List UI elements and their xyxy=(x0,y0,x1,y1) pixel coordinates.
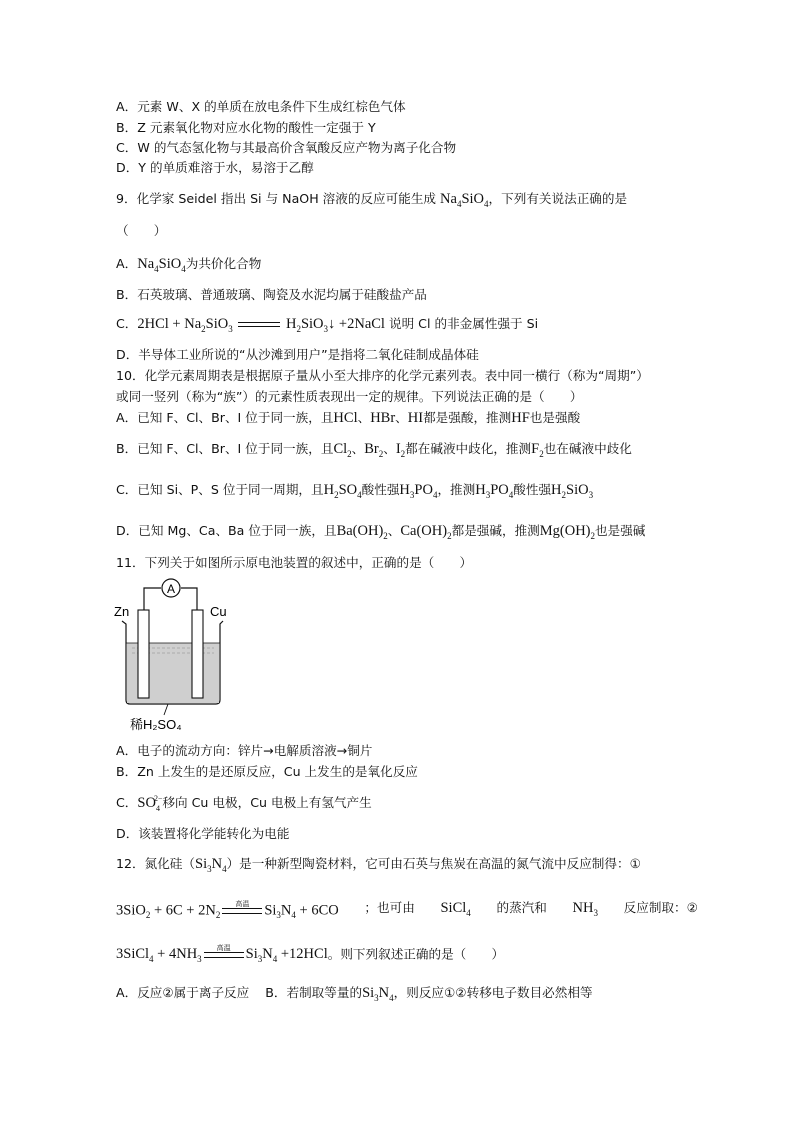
cu-label: Cu xyxy=(210,604,227,619)
wire-left xyxy=(144,588,161,610)
q11-option-c: C．$SO_4^{2-}$移向 Cu 电极，Cu 电极上有氢气产生 xyxy=(116,794,372,813)
q9-option-a: A．$Na_4SiO_4$为共价化合物 xyxy=(116,256,262,274)
q11-option-d: D．该装置将化学能转化为电能 xyxy=(116,826,290,841)
solution-label: 稀H₂SO₄ xyxy=(130,717,182,732)
q12-options-ab xyxy=(116,985,593,1001)
q9-paren: （ ） xyxy=(116,223,167,238)
cu-electrode xyxy=(192,610,203,698)
formula: $Na_4SiO_4$ xyxy=(137,256,186,274)
equation-2: 3SiCl$_4$ + $4NH_3$ 高温 $Si_3N_4 +12HCl$ xyxy=(116,944,328,965)
q8-option-a: A．元素 W、X 的单质在放电条件下生成红棕色气体 xyxy=(116,99,406,114)
ammeter-label: A xyxy=(166,582,176,596)
equation-1: $3SiO_2 + 6C + 2N_2$ 高温 $Si_3N_4 + 6CO$ xyxy=(116,900,339,921)
q10-option-b: B．已知 F、Cl、Br、I 位于同一族，且$Cl_2$、$Br_2$、$I_2$都在碱液中歧化，推测$F_2$也在碱液中歧化 xyxy=(116,441,632,459)
formula: $Ba(OH)_2$ xyxy=(336,523,388,541)
q8-option-d: D．Y 的单质难溶于水，易溶于乙醇 xyxy=(116,160,314,175)
q12-stem-line1: 12．氮化硅$(Si_3N_4)$是一种新型陶瓷材料，它可由石英与焦炭在高温的氮气流中反应制得：① xyxy=(116,856,641,874)
formula: HCl xyxy=(333,410,358,426)
q12-stem-line2: $3SiO_2 + 6C + 2N_2$ 高温 $Si_3N_4 + 6CO$ ；也可由 SiCl$_4$ 的蒸汽和 $NH_3$ 反应制取：② xyxy=(116,900,698,921)
equation: $2HCl + Na_2SiO_3$ $H_2SiO_3↓$ +2NaCl xyxy=(137,316,385,334)
zn-label: Zn xyxy=(114,604,130,619)
formula: $SO_4^{2-}$ xyxy=(137,794,163,813)
wire-right xyxy=(181,588,197,610)
q12-option-a: A．反应②属于离子反应 xyxy=(116,985,250,1000)
q10-stem-line2: 或同一竖列（称为“族”）的元素性质表现出一定的规律。下列说法正确的是（ ） xyxy=(116,389,583,404)
galvanic-cell-figure xyxy=(112,574,242,736)
q10-stem-line1: 10．化学元素周期表是根据原子量从小至大排序的化学元素列表。表中同一横行（称为“周期”） xyxy=(116,368,649,383)
q11-stem: 11．下列关于如图所示原电池装置的叙述中，正确的是（ ） xyxy=(116,555,473,570)
q12-stem-line3: 3SiCl$_4$ + $4NH_3$ 高温 $Si_3N_4 +12HCl$。则下列叙述正确的是（ ） xyxy=(116,944,505,965)
q9-stem: 9．化学家 Seidel 指出 Si 与 NaOH 溶液的反应可能生成 $Na_4SiO_4$，下列有关说法正确的是 xyxy=(116,191,628,209)
q12-option-b: B．若制取等量的$Si_3N_4$，则反应①②转移电子数目必然相等 xyxy=(265,985,593,1003)
q8-option-b: B．Z 元素氧化物对应水化物的酸性一定强于 Y xyxy=(116,120,376,135)
formula: $Na_4SiO_4$ xyxy=(440,191,489,209)
formula: $Cl_2$ xyxy=(333,441,352,459)
q9-option-c: C．$2HCl + Na_2SiO_3$ $H_2SiO_3↓$ +2NaCl 说明 Cl 的非金属性强于 Si xyxy=(116,316,539,334)
q10-option-c: C．已知 Si、P、S 位于同一周期，且$H_2SO_4$酸性强$H_3PO_4$，推测$H_3PO_4$酸性强$H_2SiO_3$ xyxy=(116,482,594,500)
q8-option-c: C．W 的气态氢化物与其最高价含氧酸反应产物为离子化合物 xyxy=(116,140,457,155)
q11-option-a: A．电子的流动方向：锌片→电解质溶液→铜片 xyxy=(116,743,373,758)
q10-option-a: A．已知 F、Cl、Br、I 位于同一族，且HCl、HBr、HI都是强酸，推测HF也是强酸 xyxy=(116,410,581,426)
formula: $H_2SO_4$ xyxy=(323,482,362,500)
q9-option-d: D．半导体工业所说的“从沙滩到用户”是指将二氧化硅制成晶体硅 xyxy=(116,347,479,362)
q9-option-b: B．石英玻璃、普通玻璃、陶瓷及水泥均属于硅酸盐产品 xyxy=(116,287,427,302)
q11-option-b: B．Zn 上发生的是还原反应，Cu 上发生的是氧化反应 xyxy=(116,764,418,779)
q10-option-d: D．已知 Mg、Ca、Ba 位于同一族，且$Ba(OH)_2$、$Ca(OH)_2$都是强碱，推测$Mg(OH)_2$也是强碱 xyxy=(116,523,646,541)
zn-electrode xyxy=(138,610,149,698)
formula: $Si_3N_4$ xyxy=(195,856,227,874)
